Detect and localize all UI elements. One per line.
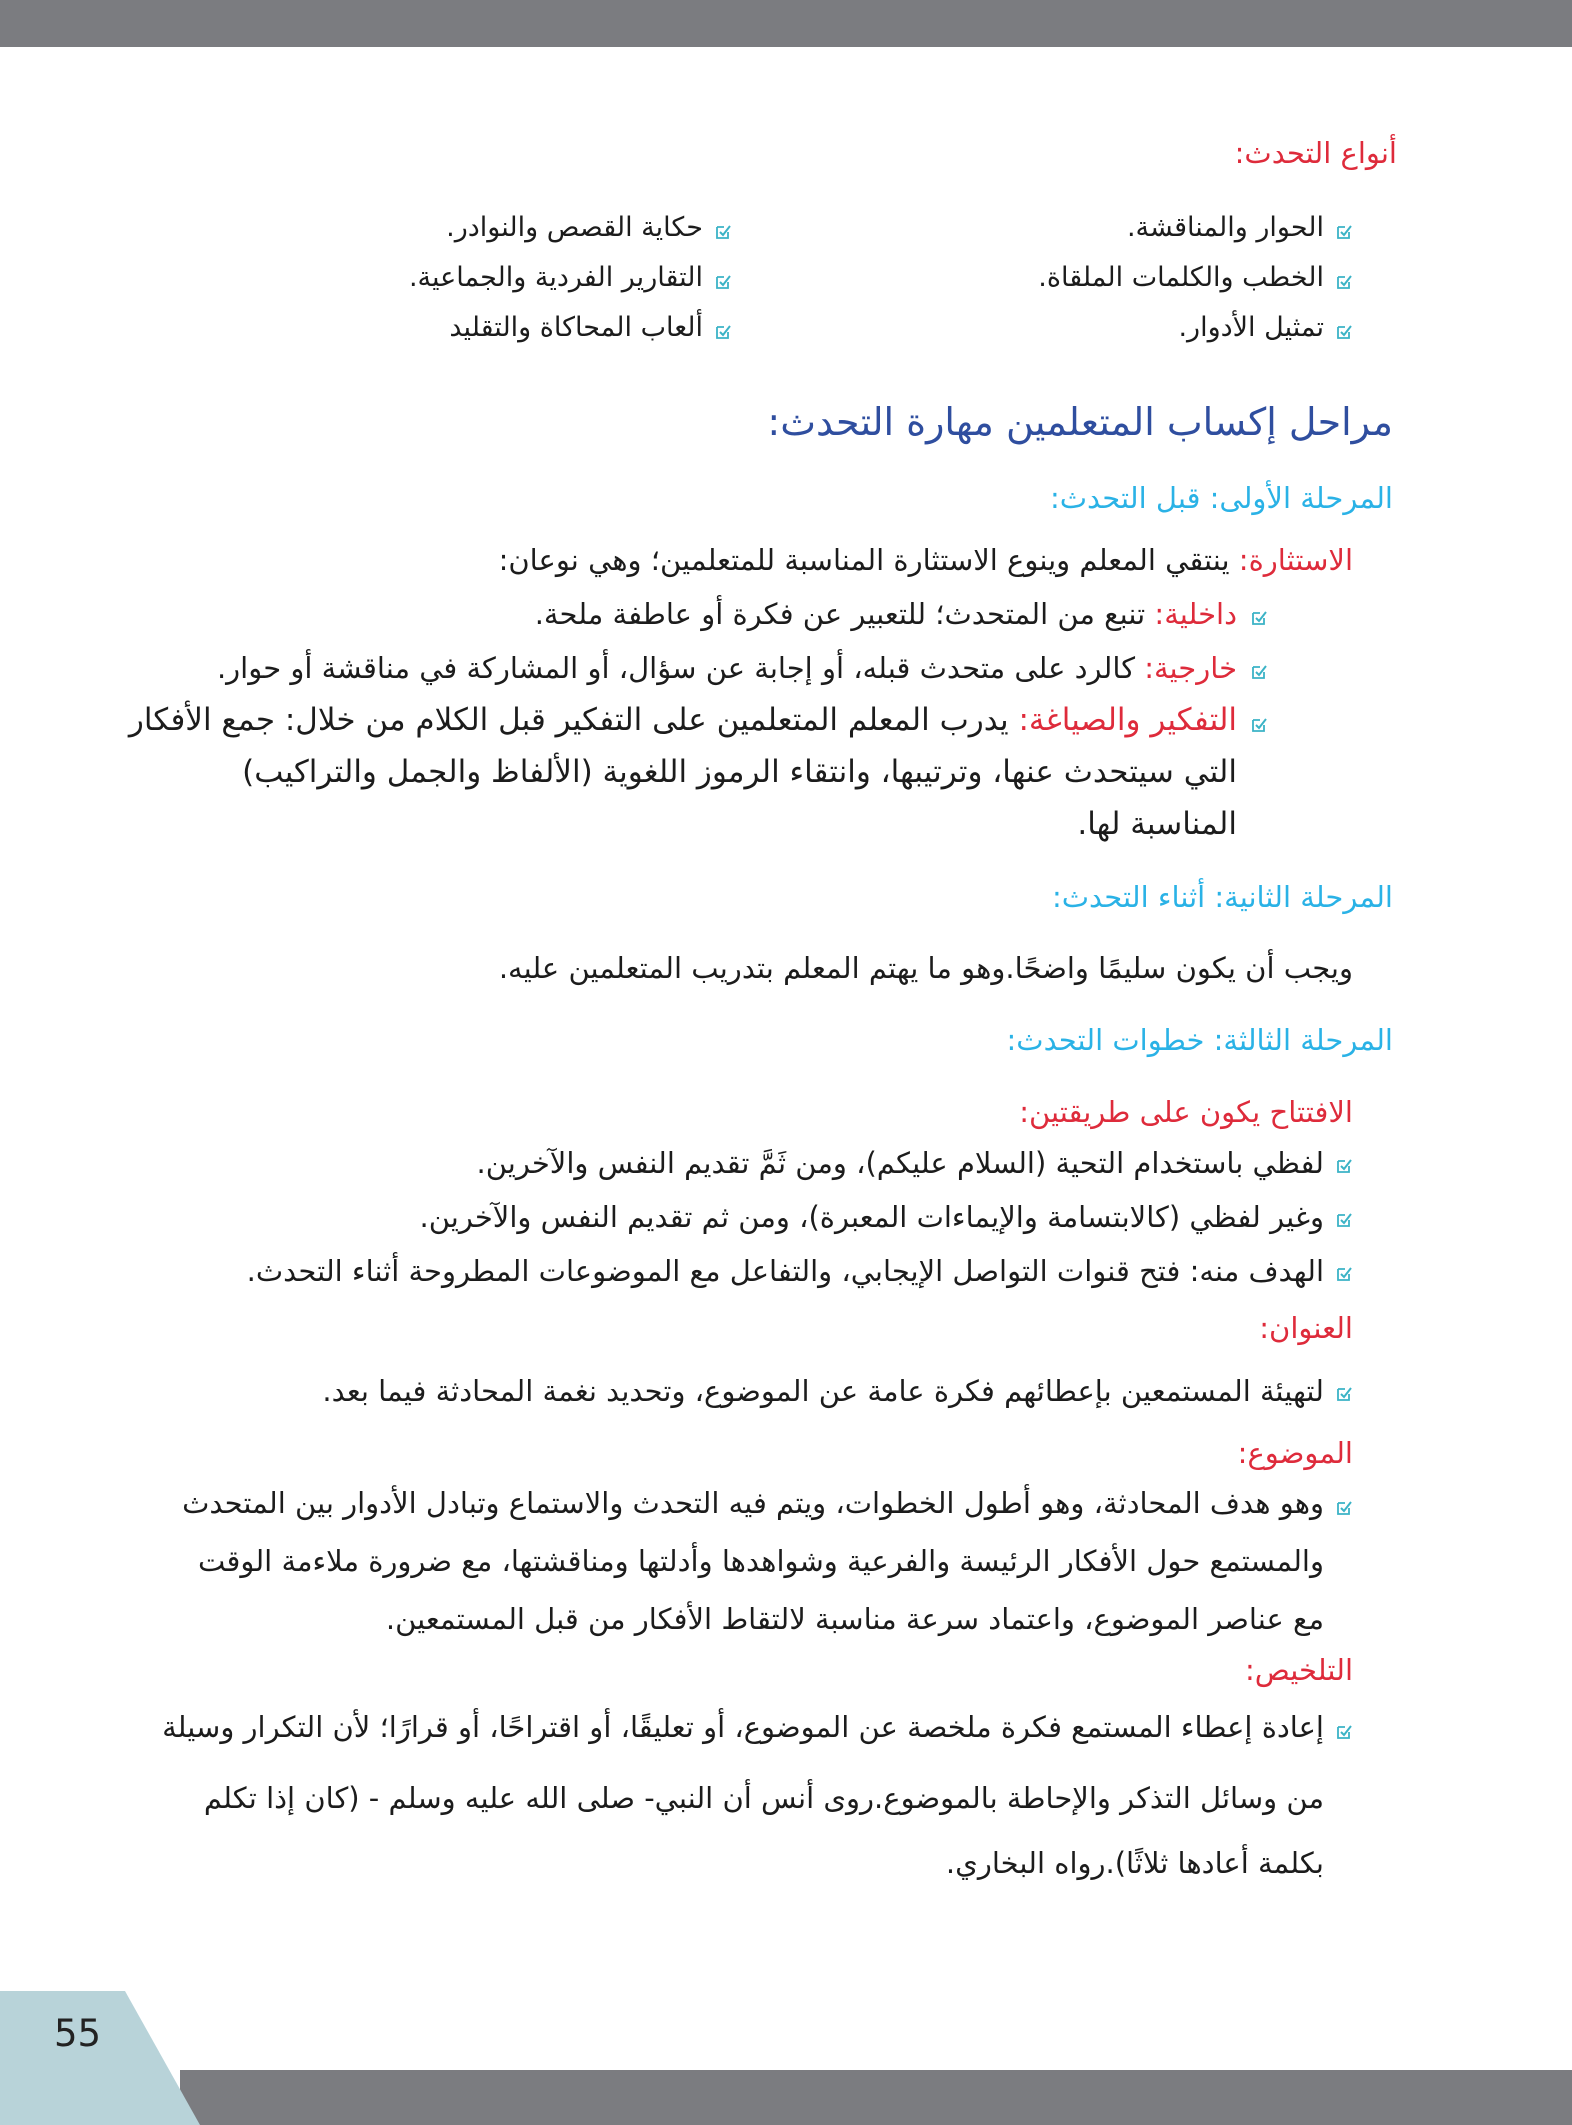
- pencil-checkmark-icon: [1336, 1386, 1352, 1402]
- types-right-item: تمثيل الأدوار.: [1178, 312, 1324, 343]
- summary-heading: التلخيص:: [1244, 1653, 1353, 1687]
- pencil-checkmark-icon: [1336, 324, 1352, 340]
- istithara-line: [499, 543, 1353, 577]
- pencil-checkmark-icon: [715, 224, 731, 240]
- title-item: لتهيئة المستمعين بإعطائهم فكرة عامة عن الموضوع، وتحديد نغمة المحادثة فيما بعد.: [322, 1374, 1324, 1408]
- pencil-checkmark-icon: [1336, 274, 1352, 290]
- types-left-item: ألعاب المحاكاة والتقليد: [449, 312, 703, 343]
- external-text: كالرد على متحدث قبله، أو إجابة عن سؤال، أو المشاركة في مناقشة أو حوار.: [216, 651, 1136, 685]
- page-number: 55: [54, 2012, 102, 2055]
- types-right-item: الحوار والمناقشة.: [1126, 212, 1324, 243]
- title-heading: العنوان:: [1259, 1311, 1353, 1345]
- opening-item: الهدف منه: فتح قنوات التواصل الإيجابي، والتفاعل مع الموضوعات المطروحة أثناء التحدث.: [246, 1254, 1324, 1288]
- pencil-checkmark-icon: [1251, 717, 1267, 733]
- pencil-checkmark-icon: [1336, 1724, 1352, 1740]
- opening-heading: الافتتاح يكون على طريقتين:: [1019, 1095, 1353, 1129]
- opening-item: لفظي باستخدام التحية (السلام عليكم)، ومن ثَمَّ تقديم النفس والآخرين.: [476, 1146, 1324, 1180]
- pencil-checkmark-icon: [1251, 664, 1267, 680]
- pencil-checkmark-icon: [1336, 224, 1352, 240]
- topic-line: مع عناصر الموضوع، واعتماد سرعة مناسبة لالتقاط الأفكار من قبل المستمعين.: [385, 1602, 1324, 1636]
- external-line: [217, 651, 1237, 685]
- pencil-checkmark-icon: [1336, 1266, 1352, 1282]
- thinking-text-1: يدرب المعلم المتعلمين على التفكير قبل الكلام من خلال: جمع الأفكار: [128, 702, 1009, 738]
- stage2-heading: المرحلة الثانية: أثناء التحدث:: [1051, 880, 1393, 914]
- pencil-checkmark-icon: [1336, 1500, 1352, 1516]
- internal-line: [535, 597, 1237, 631]
- istithara-label: الاستثارة:: [1238, 543, 1353, 577]
- pencil-checkmark-icon: [1336, 1212, 1352, 1228]
- types-right-item: الخطب والكلمات الملقاة.: [1038, 262, 1324, 293]
- pencil-checkmark-icon: [1336, 1158, 1352, 1174]
- top-bar: [0, 0, 1572, 47]
- thinking-line-3: المناسبة لها.: [1077, 806, 1237, 842]
- pencil-checkmark-icon: [715, 274, 731, 290]
- summary-line: بكلمة أعادها ثلاثًا).رواه البخاري.: [945, 1846, 1324, 1880]
- internal-text: تنبع من المتحدث؛ للتعبير عن فكرة أو عاطفة ملحة.: [534, 597, 1146, 631]
- types-left-item: حكاية القصص والنوادر.: [446, 212, 703, 243]
- internal-label: داخلية:: [1154, 597, 1237, 631]
- opening-item: وغير لفظي (كالابتسامة والإيماءات المعبرة)، ومن ثم تقديم النفس والآخرين.: [419, 1200, 1324, 1234]
- types-heading: أنواع التحدث:: [1234, 136, 1397, 170]
- summary-line: إعادة إعطاء المستمع فكرة ملخصة عن الموضوع، أو تعليقًا، أو اقتراحًا، أو قرارًا؛ لأن التكرار وسيلة: [162, 1710, 1324, 1744]
- stage1-heading: المرحلة الأولى: قبل التحدث:: [1049, 481, 1393, 515]
- pencil-checkmark-icon: [715, 324, 731, 340]
- istithara-text: ينتقي المعلم وينوع الاستثارة المناسبة للمتعلمين؛ وهي نوعان:: [498, 543, 1230, 577]
- summary-line: من وسائل التذكر والإحاطة بالموضوع.روى أنس أن النبي- صلى الله عليه وسلم - (كان إذا تكلم: [203, 1781, 1324, 1815]
- external-label: خارجية:: [1144, 651, 1237, 685]
- types-left-item: التقارير الفردية والجماعية.: [408, 262, 703, 293]
- topic-line: وهو هدف المحادثة، وهو أطول الخطوات، ويتم فيه التحدث والاستماع وتبادل الأدوار بين المتحدث: [182, 1486, 1324, 1520]
- thinking-line-2: التي سيتحدث عنها، وترتيبها، وانتقاء الرموز اللغوية (الألفاظ والجمل والتراكيب): [242, 754, 1237, 790]
- bottom-bar: [180, 2070, 1572, 2125]
- topic-line: والمستمع حول الأفكار الرئيسة والفرعية وشواهدها وأدلتها ومناقشتها، مع ضرورة ملاءمة الوقت: [198, 1544, 1324, 1578]
- thinking-label: التفكير والصياغة:: [1018, 702, 1237, 738]
- stage2-text: ويجب أن يكون سليمًا واضحًا.وهو ما يهتم المعلم بتدريب المتعلمين عليه.: [498, 951, 1353, 985]
- main-heading: مراحل إكساب المتعلمين مهارة التحدث:: [767, 400, 1393, 444]
- thinking-line-1: [129, 702, 1237, 738]
- pencil-checkmark-icon: [1251, 610, 1267, 626]
- topic-heading: الموضوع:: [1237, 1436, 1353, 1470]
- stage3-heading: المرحلة الثالثة: خطوات التحدث:: [1006, 1023, 1393, 1057]
